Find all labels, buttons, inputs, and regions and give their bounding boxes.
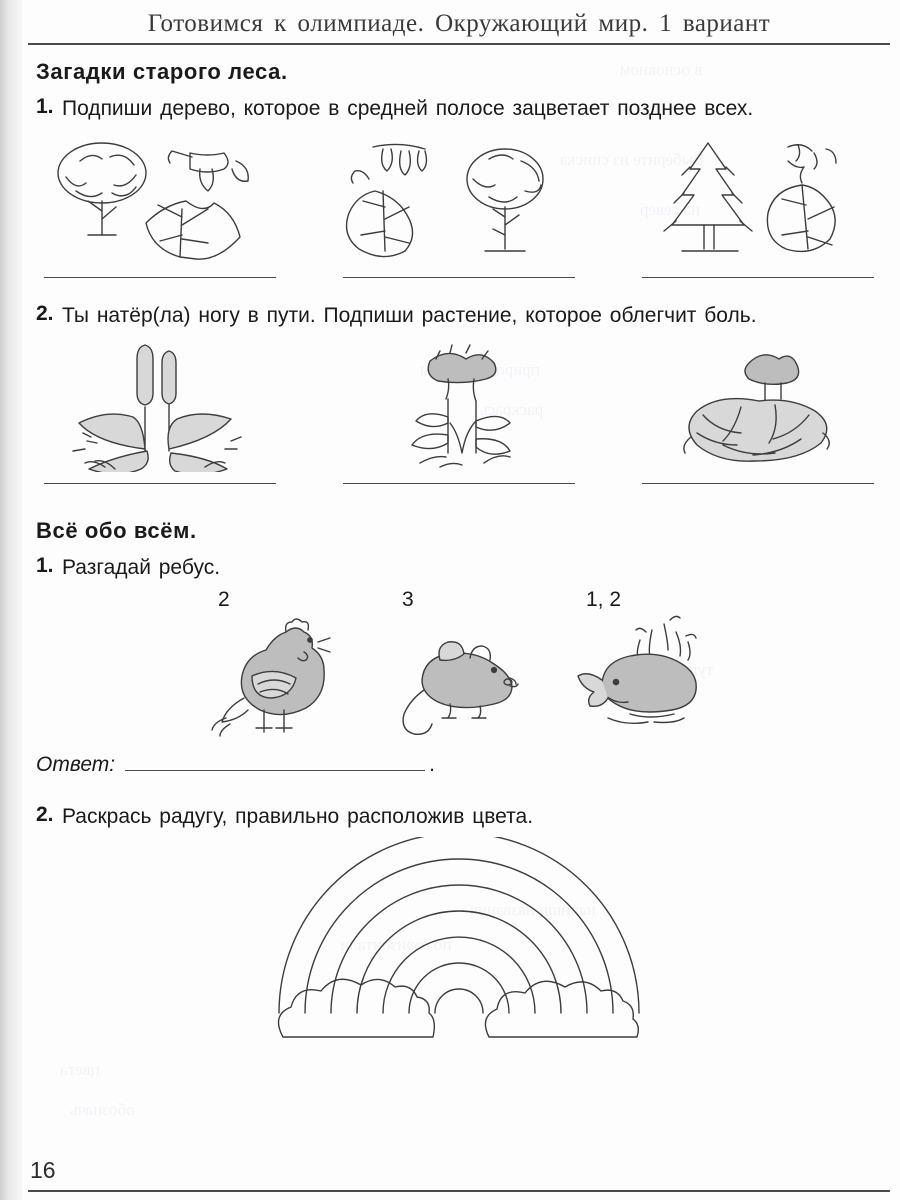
section-title-everything-about-everything: Всё обо всём. — [36, 518, 197, 544]
rebus-item-mouse — [384, 588, 534, 739]
task-2-2 — [36, 803, 890, 831]
answer-line[interactable] — [44, 482, 276, 484]
answer-line[interactable] — [642, 482, 874, 484]
task-number: 1. — [36, 95, 54, 118]
tree-choice-linden[interactable] — [327, 131, 591, 278]
task-number: 2. — [36, 803, 54, 827]
task-text: Раскрась радугу, правильно расположив цвета. — [62, 805, 534, 829]
bleed-line: напиши названия — [470, 900, 596, 919]
tree-choice-maple[interactable] — [28, 131, 292, 278]
rebus-digits: 1, 2 — [586, 588, 622, 612]
hen-picture-icon — [200, 614, 350, 739]
task-text: Подпиши дерево, которое в средней полосе зацветает позднее всех. — [62, 97, 754, 120]
task-1-1 — [36, 95, 890, 123]
header-divider — [28, 43, 890, 45]
bleed-line: цвета — [60, 1060, 100, 1079]
plant-choice-coltsfoot[interactable] — [626, 337, 890, 484]
rebus-digits: 2 — [218, 588, 230, 612]
bleed-line: раскрась — [480, 400, 544, 419]
answer-input-blank[interactable] — [125, 769, 425, 771]
whale-picture-icon — [568, 614, 718, 739]
task-text: Ты натёр(ла) ногу в пути. Подпиши растение, которое облегчит боль. — [62, 303, 757, 327]
page-number: 16 — [30, 1157, 56, 1183]
section-title-forest-riddles: Загадки старого леса. — [36, 59, 288, 84]
task-2-1 — [36, 554, 890, 582]
plant-choice-dandelion[interactable] — [327, 337, 591, 484]
linden-tree-and-leaf-icon — [339, 131, 579, 266]
rebus-answer-row — [36, 753, 890, 777]
tree-pictures-row — [28, 131, 890, 278]
plantain-plant-icon — [45, 337, 275, 472]
rebus-pictures-row — [28, 588, 890, 739]
bleed-line: обозначь — [70, 1100, 135, 1119]
dandelion-plant-icon — [344, 337, 574, 472]
mouse-picture-icon — [384, 614, 534, 739]
answer-line[interactable] — [343, 482, 575, 484]
rebus-digits: 3 — [402, 588, 414, 612]
task-text: Разгадай ребус. — [62, 556, 221, 580]
bleed-line: в основном — [620, 60, 703, 79]
task-1-2 — [36, 302, 890, 330]
bleed-line: Выберите из списка — [560, 150, 705, 169]
page-gutter-shadow — [0, 0, 22, 1200]
task-number: 1. — [36, 554, 54, 578]
bleed-line: по горизонтали — [340, 935, 452, 954]
bleed-line: природные — [459, 360, 540, 379]
spruce-tree-and-leaf-icon — [638, 131, 878, 266]
page-header-title: Готовимся к олимпиаде. Окружающий мир. 1 вариант — [147, 10, 771, 37]
maple-tree-and-leaf-icon — [40, 131, 280, 266]
answer-line[interactable] — [44, 276, 276, 278]
tree-choice-spruce[interactable] — [626, 131, 890, 278]
task-number: 2. — [36, 301, 54, 325]
coltsfoot-plant-icon — [643, 337, 873, 472]
bleed-line: на север — [640, 200, 701, 219]
plant-pictures-row — [28, 337, 890, 484]
plant-choice-plantain[interactable] — [28, 337, 292, 484]
rebus-item-whale — [568, 588, 718, 739]
answer-period: . — [429, 753, 435, 777]
footer-divider — [28, 1190, 890, 1192]
answer-label: Ответ: — [36, 753, 116, 777]
answer-line[interactable] — [642, 276, 874, 278]
rainbow-figure-wrap — [28, 837, 890, 1052]
rainbow-outline-icon[interactable] — [239, 837, 679, 1052]
rebus-item-hen — [200, 588, 350, 739]
page-content — [28, 0, 890, 1200]
answer-line[interactable] — [343, 276, 575, 278]
